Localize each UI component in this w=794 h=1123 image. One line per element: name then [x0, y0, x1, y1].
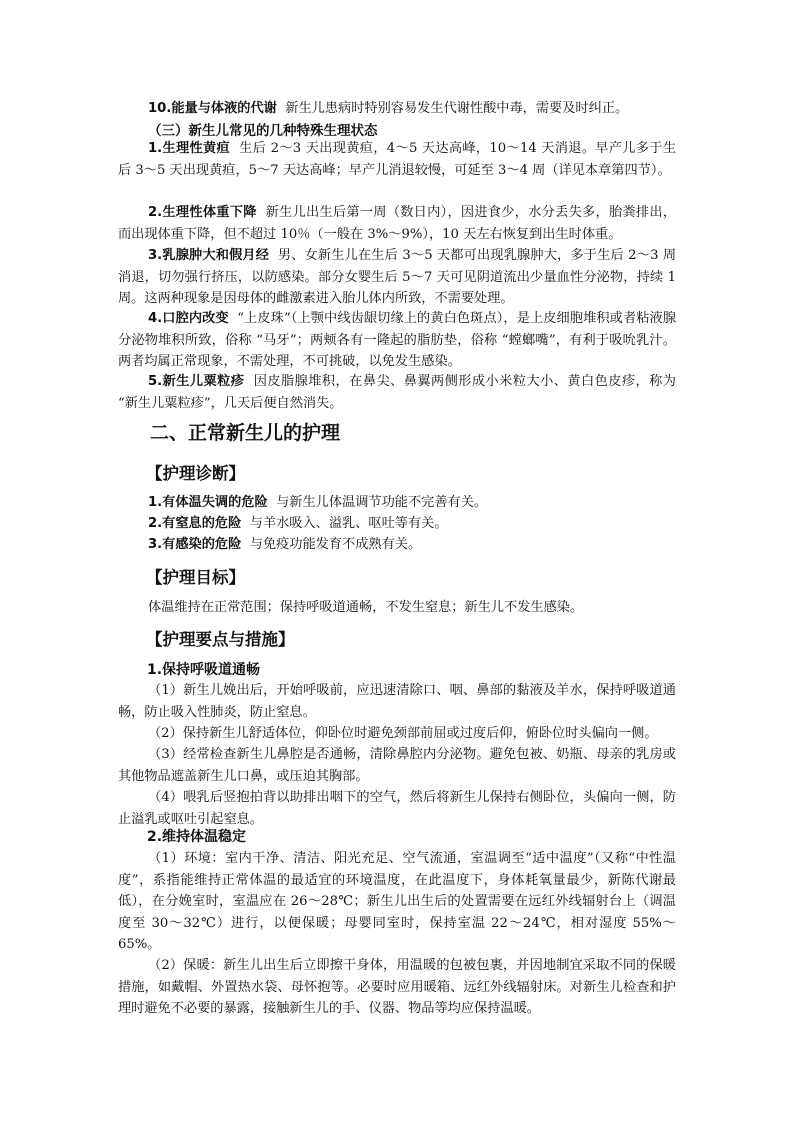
paragraph-airway-1: （1）新生儿娩出后，开始呼吸前，应迅速清除口、咽、鼻部的黏液及羊水，保持呼吸道通畅，防止吸入性肺炎，防止窒息。 [118, 683, 676, 720]
paragraph-text: 因皮脂腺堆积，在鼻尖、鼻翼两侧形成小米粒大小、黄白色皮疹，称为 “新生儿粟粒疹”，几天后便自然消失。 [118, 374, 676, 411]
diagnosis-text: 与新生儿体温调节功能不完善有关。 [276, 495, 488, 510]
paragraph-breast-swelling [118, 245, 676, 310]
paragraph-goals: 体温维持在正常范围；保持呼吸道通畅，不发生窒息；新生儿不发生感染。 [148, 600, 584, 615]
heading-nursing-diagnosis: 【护理诊断】 [146, 464, 245, 483]
heading-nursing-measures: 【护理要点与措施】 [146, 630, 295, 649]
diagnosis-item-temperature [118, 492, 676, 514]
paragraph-text: 新生儿患病时特别容易发生代谢性酸中毒，需要及时纠正。 [285, 101, 629, 116]
diagnosis-lead: 3.有感染的危险 [148, 537, 242, 552]
paragraph-temperature-warmth: （2）保暖：新生儿出生后立即擦干身体，用温暖的包被包裹，并因地制宜采取不同的保暖措施，如戴帽、外置热水袋、母怀抱等。必要时应用暖箱、远红外线辐射床。对新生儿检查和护理时避免不必要的暴露，接触新生儿的手、仪器、物品等均应保持温暖。 [118, 958, 676, 1017]
paragraph-physiological-jaundice [118, 138, 676, 181]
paragraph-oral-changes [118, 308, 676, 373]
paragraph-text: 男、女新生儿在生后 3～5 天都可出现乳腺肿大，多于生后 2～3 周消退，切勿强行挤压，以防感染。部分女婴生后 5～7 天可见阴道流出少量血性分泌物，持续 1 周。这两种现象是因母体的雌激素进入胎儿体内所致，不需要处理。 [118, 248, 677, 307]
paragraph-lead: 4.口腔内改变 [148, 311, 229, 326]
paragraph-energy-fluid [118, 98, 676, 120]
diagnosis-item-infection [118, 534, 676, 556]
diagnosis-text: 与免疫功能发育不成熟有关。 [249, 537, 422, 552]
paragraph-text: “上皮珠”（上颚中线齿龈切缘上的黄白色斑点），是上皮细胞堆积或者粘液腺分泌物堆积所致，俗称 “马牙”；两颊各有一隆起的脂肪垫，俗称 “螳螂嘴”，有利于吸吮乳汁。两者均属正常现象，不需处理，不可挑破，以免发生感染。 [118, 311, 677, 370]
paragraph-lead: 3.乳腺肿大和假月经 [148, 248, 270, 263]
paragraph-lead: 1.生理性黄疸 [148, 141, 231, 156]
subheading-airway: 1.保持呼吸道通畅 [147, 662, 261, 678]
paragraph-lead: 5.新生儿粟粒疹 [148, 374, 245, 389]
paragraph-airway-3: （3）经常检查新生儿鼻腔是否通畅，清除鼻腔内分泌物。避免包被、奶瓶、母亲的乳房或其他物品遮盖新生儿口鼻，或压迫其胸部。 [118, 747, 676, 784]
paragraph-airway-4: （4）喂乳后竖抱拍背以助排出咽下的空气，然后将新生儿保持右侧卧位，头偏向一侧，防止溢乳或呕吐引起窒息。 [118, 790, 676, 827]
paragraph-temperature-environment: （1）环境：室内干净、清洁、阳光充足、空气流通，室温调至“适中温度”（又称“中性温度”，系指能维持正常体温的最适宜的环境温度，在此温度下，身体耗氧量最少，新陈代谢最低），在分娩室时，室温应在 26～28℃；新生儿出生后的处置需要在远红外线辐射台上（调温度至 30～32℃）进行，以便保暖；母婴同室时，保持室温 22～24℃，相对湿度 55%～65%。 [118, 851, 676, 953]
paragraph-text: 新生儿出生后第一周（数日内），因进食少，水分丢失多，胎粪排出，而出现体重下降，但不超过 10％（一般在 3%～9%），10 天左右恢复到出生时体重。 [118, 205, 677, 242]
paragraph-airway-2: （2）保持新生儿舒适体位，仰卧位时避免颈部前屈或过度后仰，俯卧位时头偏向一侧。 [148, 726, 658, 741]
paragraph-lead: 10.能量与体液的代谢 [148, 101, 277, 116]
diagnosis-lead: 2.有窒息的危险 [148, 516, 242, 531]
heading-nursing-goals: 【护理目标】 [146, 568, 245, 587]
paragraph-milia [118, 371, 676, 414]
section-heading-special-states: （三）新生儿常见的几种特殊生理状态 [148, 123, 378, 139]
diagnosis-item-asphyxia [118, 513, 676, 535]
chapter-heading-normal-newborn-care: 二、正常新生儿的护理 [150, 422, 341, 444]
paragraph-lead: 2.生理性体重下降 [148, 205, 257, 220]
paragraph-weight-loss [118, 202, 676, 245]
diagnosis-text: 与羊水吸入、溢乳、呕吐等有关。 [249, 516, 448, 531]
diagnosis-lead: 1.有体温失调的危险 [148, 495, 268, 510]
paragraph-text: 生后 2～3 天出现黄疸，4～5 天达高峰，10～14 天消退。早产儿多于生后 3～5 天出现黄疸，5～7 天达高峰；早产儿消退较慢，可延至 3～4 周（详见本章第四节）。 [118, 141, 677, 178]
subheading-temperature: 2.维持体温稳定 [147, 829, 247, 845]
